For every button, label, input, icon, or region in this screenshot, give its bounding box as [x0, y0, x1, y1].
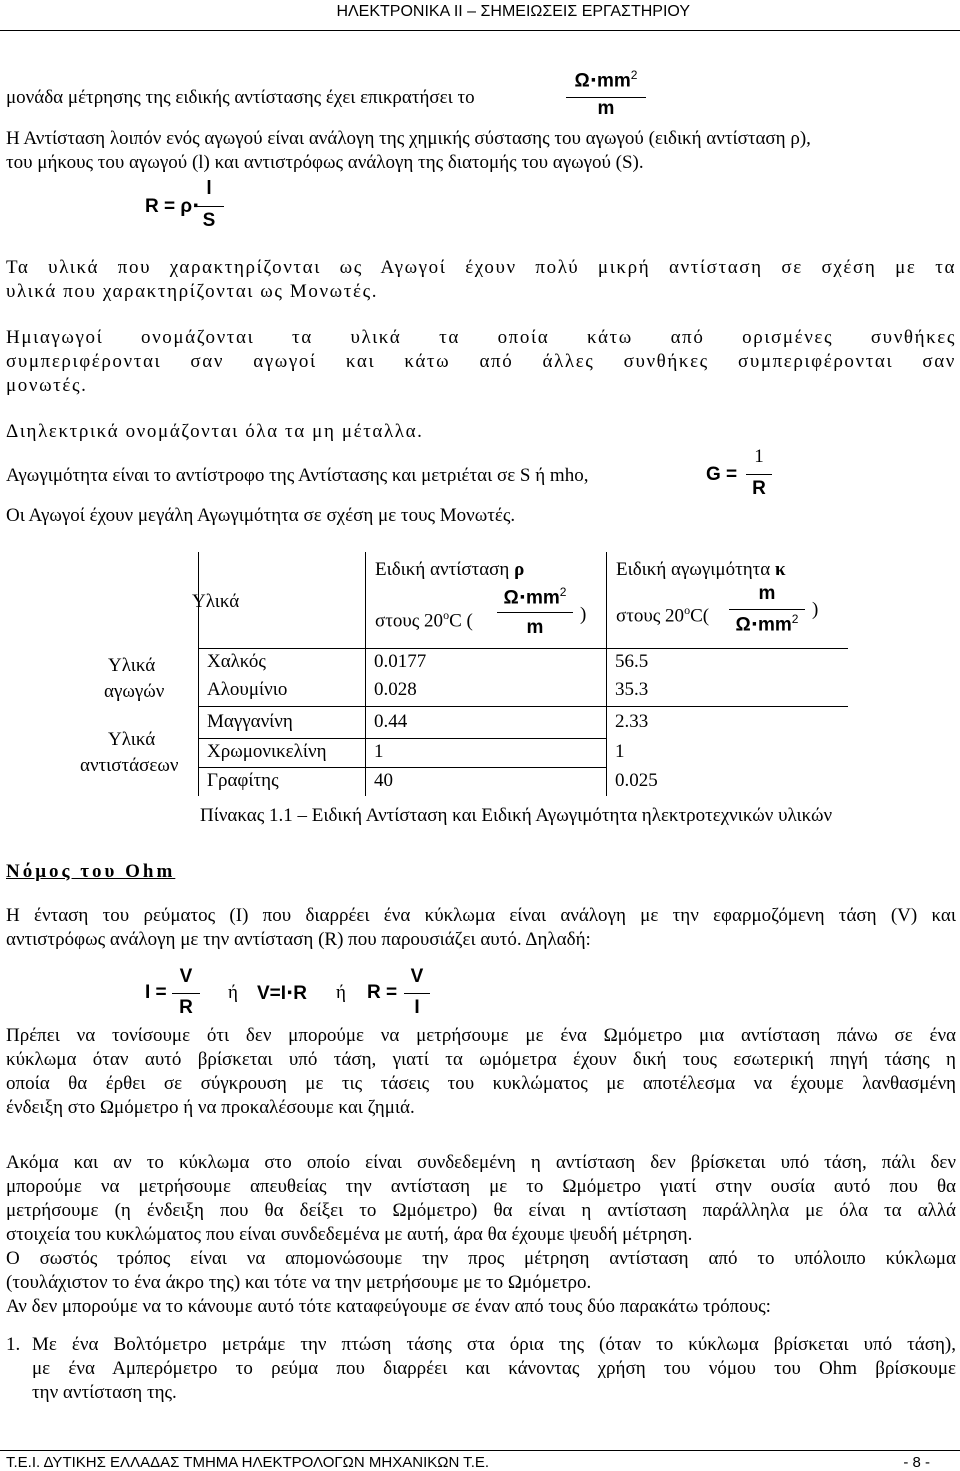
table-row-rho: 0.44 — [374, 711, 408, 732]
group-resistors-2: αντιστάσεων — [80, 755, 179, 776]
header-kappa-bar — [729, 609, 805, 610]
table-vline-3 — [606, 552, 607, 796]
conductance-formula-den: R — [752, 478, 766, 499]
header-rho-bar — [497, 612, 573, 613]
resistance-line-1: Η Αντίσταση λοιπόν ενός αγωγού είναι ανάλογη της χημικής σύστασης του αγωγού (ειδική αντίσταση ρ), — [6, 128, 811, 149]
conductance-line-2: Οι Αγωγοί έχουν μεγάλη Αγωγιμότητα σε σχέση με τους Μονωτές. — [6, 505, 516, 526]
table-vline-2 — [365, 552, 366, 796]
conductance-line: Αγωγιμότητα είναι το αντίστροφο της Αντίστασης και μετριέται σε S ή mho, — [6, 465, 589, 486]
header-kappa-text: Ειδική αγωγιμότητα — [616, 559, 771, 580]
ohm-p2-line-2: μπορούμε να μετρήσουμε απευθείας την αντίσταση με το Ωμόμετρο γιατί στην ουσία αυτό που θα — [6, 1176, 956, 1197]
group-conductors-1: Υλικά — [108, 655, 156, 676]
table-row-kappa: 56.5 — [615, 651, 649, 672]
ohm-f3-num: V — [410, 966, 424, 987]
unit-numerator: Ω⋅mm — [574, 70, 631, 92]
table-row-name: Χρωμονικελίνη — [207, 741, 327, 762]
conductance-formula-num: 1 — [754, 446, 764, 467]
table-row-rho: 0.0177 — [374, 651, 427, 672]
conductance-formula-lhs: G = — [706, 464, 738, 485]
ohm-f3-bar — [404, 993, 430, 994]
header-rho-deg: o — [443, 608, 450, 622]
ohm-heading: Νόμος του Ohm — [6, 861, 176, 882]
footer-left: Τ.Ε.Ι. ΔΥΤΙΚΗΣ ΕΛΛΑΔΑΣ ΤΜΗΜΑ ΗΛΕΚΤΡΟΛΟΓΩΝ ΜΗΧΑΝΙΚΩΝ Τ.Ε. — [6, 1454, 490, 1471]
header-rho-c: C ( — [449, 610, 473, 632]
unit-denominator: m — [597, 98, 615, 119]
header-kappa-temp — [616, 598, 709, 628]
ohm-f3-lhs: R = — [367, 982, 398, 1003]
ohm-p1-line-2: κύκλωμα όταν αυτό βρίσκεται υπό τάση, γιατί τα ωμόμετρα έχουν δική τους εσωτερική πηγή τάσης η — [6, 1049, 956, 1070]
conductance-formula-bar — [746, 474, 772, 475]
ohm-line-2: αντιστρόφως ανάλογη με την αντίσταση (R) που παρουσιάζει αυτό. Δηλαδή: — [6, 929, 591, 950]
ohm-or-1: ή — [228, 982, 238, 1003]
dielectrics-line: Διηλεκτρικά ονομάζονται όλα τα μη μέταλλα. — [6, 421, 424, 442]
ohm-p1-line-1: Πρέπει να τονίσουμε ότι δεν μπορούμε να μετρήσουμε με ένα Ωμόμετρο μια αντίσταση πάνω σε ένα — [6, 1025, 956, 1046]
ohm-li1-line-1: Με ένα Βολτόμετρο μετράμε την πτώση τάσης στα όρια της (όταν το κύκλωμα βρίσκεται υπό τάση), — [32, 1334, 956, 1355]
header-title: ΗΛΕΚΤΡΟΝΙΚΑ ΙΙ – ΣΗΜΕΙΩΣΕΙΣ ΕΡΓΑΣΤΗΡΙΟΥ — [336, 3, 690, 20]
ohm-p4-line-1: Αν δεν μπορούμε να το κάνουμε αυτό τότε καταφεύγουμε σε έναν από τους δύο παρακάτω τρόπους: — [6, 1296, 771, 1317]
header-kappa-c: C( — [690, 605, 710, 627]
ohm-f1-lhs: I = — [145, 982, 167, 1003]
ohm-f2: V=I⋅R — [257, 983, 307, 1004]
semiconductors-line-3: μονωτές. — [6, 375, 88, 396]
table-vline-1 — [198, 552, 199, 796]
ohm-li1-line-2: με ένα Αμπερόμετρο το ρεύμα που διαρρέει και κάνοντας χρήση του νόμου του Ohm βρίσκουμε — [32, 1358, 956, 1379]
page-header — [0, 0, 960, 31]
page-number: - 8 - — [903, 1454, 930, 1471]
ohm-p2-line-3: μετρήσουμε (η ένδειξη που θα δείξει το Ωμόμετρο) θα είναι η αντίσταση παράλληλα με όλα τα αλλά — [6, 1200, 956, 1221]
header-rho-temp — [375, 603, 473, 633]
header-kappa-at: στους 20 — [616, 605, 685, 627]
semiconductors-line-2: συμπεριφέρονται σαν αγωγοί και κάτω από άλλες συνθήκες συμπεριφέρονται σαν — [6, 351, 956, 372]
ohm-p3-line-1: Ο σωστός τρόπος είναι να απομονώσουμε την προς μέτρηση αντίσταση από το υπόλοιπο κύκλωμα — [6, 1248, 956, 1269]
resistance-line-2: του μήκους του αγωγού (l) και αντιστρόφως ανάλογη της διατομής του αγωγού (S). — [6, 152, 644, 173]
table-row-name: Χαλκός — [207, 651, 266, 672]
table-hline-2 — [198, 706, 848, 707]
table-row-kappa: 0.025 — [615, 770, 658, 791]
table-row-name: Μαγγανίνη — [207, 711, 293, 732]
table-row-name: Γραφίτης — [207, 770, 279, 791]
header-kappa-den — [730, 612, 804, 636]
table-row-kappa: 2.33 — [615, 711, 649, 732]
resistance-formula-num: l — [206, 178, 212, 199]
resistance-formula-lhs: R = ρ⋅ — [145, 196, 200, 217]
table-hline-4 — [198, 767, 607, 768]
group-resistors-1: Υλικά — [108, 729, 156, 750]
table-hline-1 — [198, 648, 848, 649]
ohm-li1-line-3: την αντίσταση της. — [32, 1382, 177, 1403]
table-hline-3 — [198, 738, 607, 739]
header-kappa-symbol: κ — [775, 559, 786, 580]
header-rho-symbol: ρ — [514, 559, 525, 580]
ohm-p1-line-4: ένδειξη στο Ωμόμετρο ή να προκαλέσουμε και ζημιά. — [6, 1097, 415, 1118]
ohm-f1-bar — [172, 993, 200, 994]
header-kappa-label — [616, 558, 786, 582]
table-row-kappa: 35.3 — [615, 679, 649, 700]
header-rho-text: Ειδική αντίσταση — [375, 559, 510, 580]
table-row-rho: 1 — [374, 741, 384, 762]
unit-text: μονάδα μέτρησης της ειδικής αντίστασης έχει επικρατήσει το — [6, 87, 475, 108]
ohm-p2-line-4: στοιχεία του κυκλώματος που είναι συνδεδεμένα με αυτή, άρα θα έχουμε ψευδή μέτρηση. — [6, 1224, 693, 1245]
unit-fraction — [568, 68, 644, 92]
header-rho-close: ) — [580, 604, 587, 625]
group-conductors-2: αγωγών — [104, 681, 165, 702]
header-kappa-deg: o — [684, 603, 691, 617]
header-kappa-num: m — [758, 583, 776, 604]
conductors-line-2: υλικά που χαρακτηρίζονται ως Μονωτές. — [6, 281, 379, 302]
header-kappa-den-text: Ω⋅mm — [735, 614, 792, 636]
ohm-li1-number: 1. — [6, 1334, 21, 1355]
table-row-rho: 0.028 — [374, 679, 417, 700]
ohm-f3-den: I — [414, 997, 420, 1018]
header-rho-num — [498, 585, 572, 609]
header-rho-at: στους 20 — [375, 610, 444, 632]
table-row-name: Αλουμίνιο — [207, 679, 288, 700]
header-rho-label — [375, 558, 524, 582]
semiconductors-line-1: Ημιαγωγοί ονομάζονται τα υλικά τα οποία κάτω από ορισμένες συνθήκες — [6, 327, 956, 348]
header-kappa-close: ) — [812, 599, 819, 620]
ohm-f1-num: V — [179, 966, 193, 987]
resistance-formula-bar — [194, 206, 224, 207]
page-footer — [0, 1450, 960, 1471]
ohm-f1-den: R — [179, 997, 193, 1018]
ohm-p1-line-3: οποία θα έρθει σε σύγκρουση με τις τάσεις του κυκλώματος με αποτέλεσμα να έχουμε λανθασμένη — [6, 1073, 956, 1094]
header-rho-num-sup: 2 — [559, 585, 567, 599]
table-row-kappa: 1 — [615, 741, 625, 762]
unit-sup: 2 — [630, 68, 638, 82]
header-kappa-den-sup: 2 — [791, 612, 799, 626]
table-caption: Πίνακας 1.1 – Ειδική Αντίσταση και Ειδική Αγωγιμότητα ηλεκτροτεχνικών υλικών — [200, 805, 833, 826]
header-materials: Υλικά — [192, 591, 240, 612]
ohm-p3-line-2: (τουλάχιστον το ένα άκρο της) και τότε να την μετρήσουμε με το Ωμόμετρο. — [6, 1272, 592, 1293]
ohm-line-1: Η ένταση του ρεύματος (I) που διαρρέει ένα κύκλωμα είναι ανάλογη με την εφαρμοζόμενη τάση (V) και — [6, 905, 956, 926]
header-rho-num-text: Ω⋅mm — [503, 587, 560, 609]
resistance-formula-den: S — [202, 210, 216, 231]
ohm-p2-line-1: Ακόμα και αν το κύκλωμα στο οποίο είναι συνδεδεμένη η αντίσταση δεν βρίσκεται υπό τάση, πάλι δεν — [6, 1152, 956, 1173]
ohm-or-2: ή — [336, 982, 346, 1003]
header-rho-den: m — [526, 617, 544, 638]
table-row-rho: 40 — [374, 770, 393, 791]
conductors-line-1: Τα υλικά που χαρακτηρίζονται ως Αγωγοί έχουν πολύ μικρή αντίσταση σε σχέση με τα — [6, 257, 956, 278]
